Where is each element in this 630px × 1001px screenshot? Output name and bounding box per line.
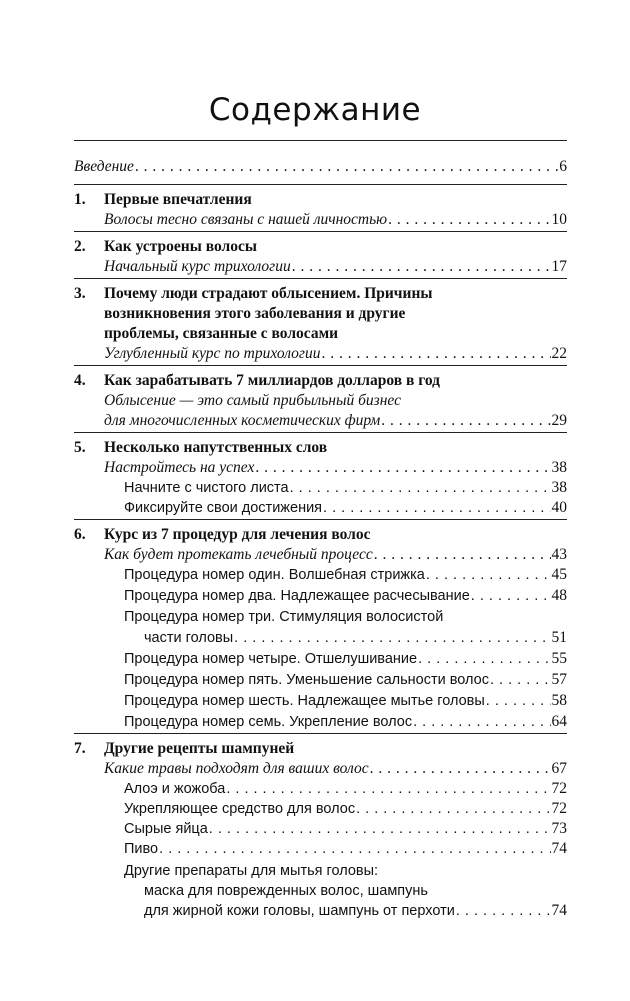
section-line	[144, 881, 428, 901]
chapter-number: 4.	[74, 372, 86, 389]
page-number: 55	[551, 650, 567, 667]
section-line-text: маска для поврежденных волос, шампунь	[144, 883, 428, 899]
dot-leader	[234, 628, 550, 648]
section-line-text: Другие препараты для мытья головы:	[124, 863, 379, 879]
page-number: 73	[551, 820, 567, 837]
section-line-text: Процедура номер три. Стимуляция волосистой	[124, 609, 444, 625]
divider	[74, 278, 567, 279]
chapter-number: 6.	[74, 526, 86, 543]
toc-entry-subtitle[interactable]	[104, 257, 567, 277]
page-number: 74	[551, 902, 567, 919]
toc-entry-section[interactable]	[124, 649, 567, 669]
toc-entry-section-text: Процедура номер семь. Укрепление волос	[124, 714, 413, 730]
toc-entry-section[interactable]	[144, 628, 567, 648]
toc-entry-intro[interactable]	[74, 157, 567, 177]
divider	[74, 365, 567, 366]
page-number: 58	[551, 692, 567, 709]
divider	[74, 519, 567, 520]
page-number: 57	[551, 671, 567, 688]
toc-entry-section-text: Пиво	[124, 841, 159, 857]
chapter-title	[104, 304, 405, 324]
chapter-title-text: Первые впечатления	[104, 191, 252, 208]
toc-entry-section[interactable]	[124, 478, 567, 498]
page-number: 48	[551, 587, 567, 604]
toc-entry-subtitle[interactable]	[104, 411, 567, 431]
divider	[74, 140, 567, 141]
chapter-title-text: возникновения этого заболевания и другие	[104, 305, 406, 322]
toc-entry-section-text: Фиксируйте свои достижения	[124, 500, 323, 516]
chapter-title	[104, 739, 294, 759]
toc-entry-section[interactable]	[124, 498, 567, 518]
section-line	[124, 861, 378, 881]
page-number: 10	[551, 211, 567, 228]
toc-entry-section[interactable]	[124, 819, 567, 839]
dot-leader	[135, 157, 558, 177]
dot-leader	[209, 819, 551, 839]
page-number: 45	[551, 566, 567, 583]
toc-entry-section-text: Сырые яйца	[124, 821, 208, 837]
page-number: 51	[551, 629, 567, 646]
chapter-title	[104, 525, 371, 545]
toc-entry-intro-text: Введение	[74, 158, 134, 175]
toc-entry-subtitle[interactable]	[104, 759, 567, 779]
chapter-title-text: проблемы, связанные с волосами	[104, 325, 339, 342]
toc-entry-section-text: для жирной кожи головы, шампунь от перхоти	[144, 903, 455, 919]
toc-entry-section-text: Начните с чистого листа	[124, 480, 289, 496]
dot-leader	[381, 411, 550, 431]
dot-leader	[255, 458, 550, 478]
divider	[74, 733, 567, 734]
dot-leader	[418, 649, 550, 669]
toc-entry-section[interactable]	[124, 799, 567, 819]
dot-leader	[413, 712, 550, 732]
chapter-title	[104, 190, 252, 210]
dot-leader	[370, 759, 551, 779]
subtitle-line	[104, 391, 401, 411]
dot-leader	[471, 586, 551, 606]
toc-entry-section[interactable]	[124, 712, 567, 732]
toc-entry-section-text: части головы	[144, 630, 234, 646]
chapter-number: 1.	[74, 191, 86, 208]
toc-entry-section-text: Процедура номер пять. Уменьшение сальности волос	[124, 672, 489, 688]
toc-entry-section[interactable]	[124, 691, 567, 711]
page-number: 6	[559, 158, 567, 175]
divider	[74, 184, 567, 185]
chapter-number: 5.	[74, 439, 86, 456]
toc-entry-subtitle[interactable]	[104, 210, 567, 230]
toc-entry-subtitle-text: Начальный курс трихологии	[104, 258, 291, 275]
dot-leader	[290, 478, 551, 498]
page-number: 17	[551, 258, 567, 275]
dot-leader	[388, 210, 550, 230]
chapter-number: 7.	[74, 740, 86, 757]
toc-entry-section[interactable]	[124, 565, 567, 585]
dot-leader	[323, 498, 550, 518]
toc-entry-section-text: Процедура номер два. Надлежащее расчесывание	[124, 588, 470, 604]
divider	[74, 432, 567, 433]
page-number: 67	[551, 760, 567, 777]
dot-leader	[159, 839, 550, 859]
page-number: 72	[551, 780, 567, 797]
chapter-title-text: Как зарабатывать 7 миллиардов долларов в год	[104, 372, 441, 389]
chapter-title	[104, 284, 433, 304]
toc-entry-section[interactable]	[124, 779, 567, 799]
page-title: Содержание	[208, 92, 422, 128]
page-number: 29	[551, 412, 567, 429]
toc-entry-subtitle[interactable]	[104, 458, 567, 478]
page-number: 38	[551, 459, 567, 476]
toc-entry-section[interactable]	[124, 670, 567, 690]
toc-entry-section[interactable]	[124, 839, 567, 859]
chapter-title	[104, 324, 338, 344]
chapter-title-text: Почему люди страдают облысением. Причины	[104, 285, 433, 302]
toc-entry-subtitle[interactable]	[104, 545, 567, 565]
chapter-title-text: Другие рецепты шампуней	[104, 740, 295, 757]
chapter-title	[104, 438, 327, 458]
chapter-title	[104, 237, 257, 257]
page-number: 22	[551, 345, 567, 362]
toc-entry-section-text: Процедура номер шесть. Надлежащее мытье головы	[124, 693, 485, 709]
chapter-number: 2.	[74, 238, 86, 255]
chapter-title-text: Несколько напутственных слов	[104, 439, 328, 456]
toc-entry-section-text: Процедура номер один. Волшебная стрижка	[124, 567, 425, 583]
dot-leader	[356, 799, 550, 819]
dot-leader	[456, 901, 551, 921]
toc-entry-section-text: Укрепляющее средство для волос	[124, 801, 356, 817]
page-number: 43	[551, 546, 567, 563]
page-number: 40	[551, 499, 567, 516]
dot-leader	[374, 545, 551, 565]
dot-leader	[292, 257, 551, 277]
toc-entry-section-text: Алоэ и жожоба	[124, 781, 226, 797]
page-number: 72	[551, 800, 567, 817]
divider	[74, 231, 567, 232]
toc-entry-subtitle-text: Настройтесь на успех	[104, 459, 255, 476]
toc-entry-subtitle-text: Углубленный курс по трихологии	[104, 345, 321, 362]
toc-entry-subtitle-text: Волосы тесно связаны с нашей личностью	[104, 211, 388, 228]
toc-entry-section[interactable]	[144, 901, 567, 921]
toc-entry-section-text: Процедура номер четыре. Отшелушивание	[124, 651, 418, 667]
dot-leader	[486, 691, 551, 711]
chapter-number: 3.	[74, 285, 86, 302]
dot-leader	[490, 670, 551, 690]
section-line	[124, 607, 443, 627]
toc-entry-subtitle-text: для многочисленных косметических фирм	[104, 412, 381, 429]
dot-leader	[226, 779, 550, 799]
chapter-title	[104, 371, 440, 391]
page-number: 64	[551, 713, 567, 730]
toc-entry-subtitle[interactable]	[104, 344, 567, 364]
page-number: 74	[551, 840, 567, 857]
dot-leader	[321, 344, 550, 364]
toc-entry-subtitle-text: Какие травы подходят для ваших волос	[104, 760, 369, 777]
chapter-title-text: Курс из 7 процедур для лечения волос	[104, 526, 371, 543]
subtitle-line-text: Облысение — это самый прибыльный бизнес	[104, 392, 401, 409]
toc-entry-subtitle-text: Как будет протекать лечебный процесс	[104, 546, 373, 563]
page-number: 38	[551, 479, 567, 496]
dot-leader	[426, 565, 551, 585]
toc-entry-section[interactable]	[124, 586, 567, 606]
chapter-title-text: Как устроены волосы	[104, 238, 257, 255]
